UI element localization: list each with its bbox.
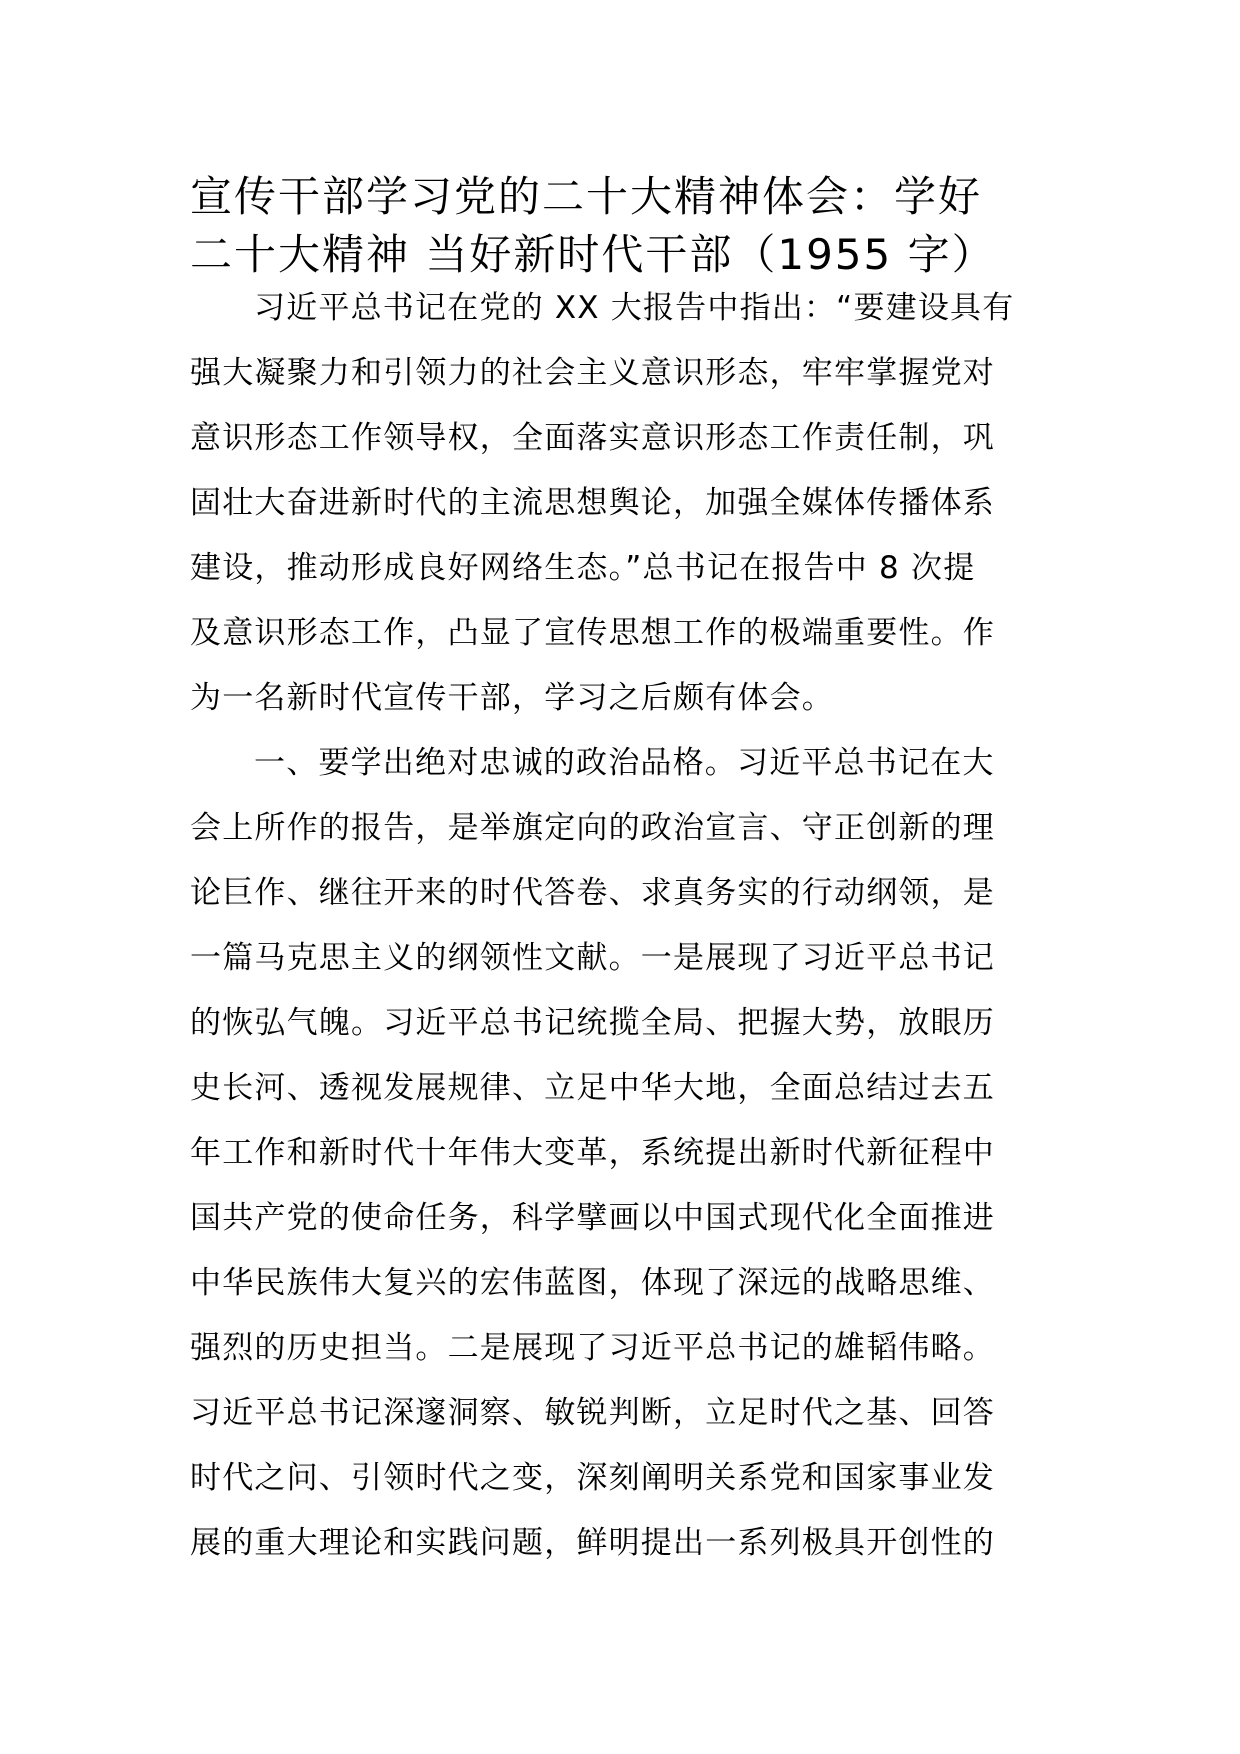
document-title [190,168,1070,284]
body-line: 一、要学出绝对忠诚的政治品格。习近平总书记在大 [254,745,995,781]
body-line: 建设，推动形成良好网络生态。”总书记在报告中 8 次提 [190,550,976,586]
body-line: 意识形态工作领导权，全面落实意识形态工作责任制，巩 [190,420,995,456]
body-line: 论巨作、继往开来的时代答卷、求真务实的行动纲领，是 [190,875,995,911]
body-line: 年工作和新时代十年伟大变革，系统提出新时代新征程中 [190,1135,995,1171]
body-line: 国共产党的使命任务，科学擘画以中国式现代化全面推进 [190,1200,995,1236]
body-line: 会上所作的报告，是举旗定向的政治宣言、守正创新的理 [190,810,995,846]
body-line: 时代之问、引领时代之变，深刻阐明关系党和国家事业发 [190,1460,995,1496]
document-body [190,276,1070,1576]
title-line-1: 宣传干部学习党的二十大精神体会：学好 [190,172,983,221]
body-line: 一篇马克思主义的纲领性文献。一是展现了习近平总书记 [190,940,995,976]
body-line: 固壮大奋进新时代的主流思想舆论，加强全媒体传播体系 [190,485,995,521]
body-line: 习近平总书记深邃洞察、敏锐判断，立足时代之基、回答 [190,1395,995,1431]
body-line: 中华民族伟大复兴的宏伟蓝图，体现了深远的战略思维、 [190,1265,995,1301]
title-line-2: 二十大精神 当好新时代干部（1955 字） [190,230,996,279]
body-line: 为一名新时代宣传干部，学习之后颇有体会。 [190,680,834,716]
body-line: 强烈的历史担当。二是展现了习近平总书记的雄韬伟略。 [190,1330,995,1366]
body-line: 及意识形态工作，凸显了宣传思想工作的极端重要性。作 [190,615,995,651]
body-line: 史长河、透视发展规律、立足中华大地，全面总结过去五 [190,1070,995,1106]
body-line: 习近平总书记在党的 XX 大报告中指出：“要建设具有 [254,290,1015,326]
body-line: 强大凝聚力和引领力的社会主义意识形态，牢牢掌握党对 [190,355,995,391]
body-line: 展的重大理论和实践问题，鲜明提出一系列极具开创性的 [190,1525,995,1561]
body-line: 的恢弘气魄。习近平总书记统揽全局、把握大势，放眼历 [190,1005,995,1041]
